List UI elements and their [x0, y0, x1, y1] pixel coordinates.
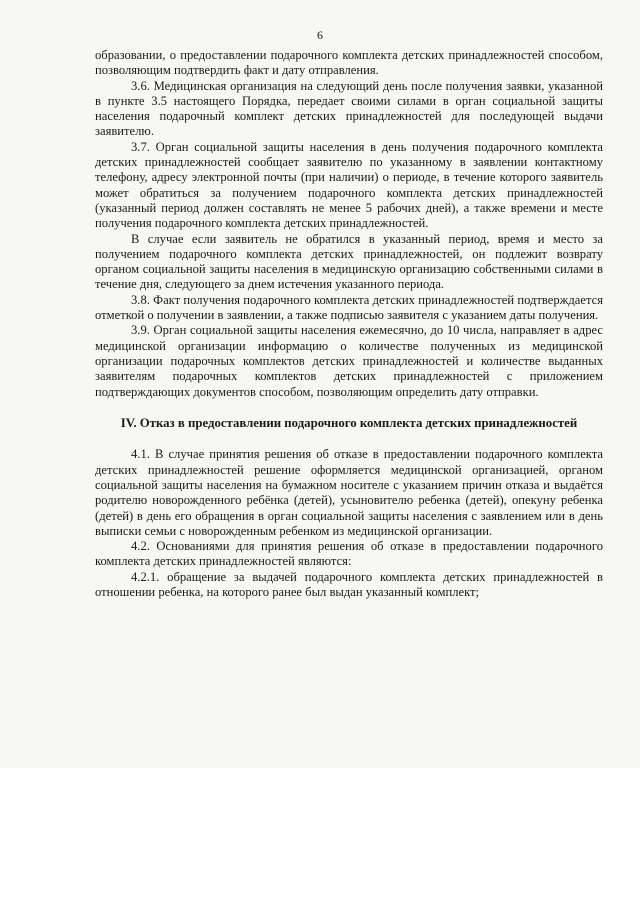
paragraph-continuation: образовании, о предоставлении подарочного комплекта детских принадлежностей способом, позволяющим подтвердить факт и дату отправления.	[95, 48, 603, 78]
paragraph-3-7-unclaimed: В случае если заявитель не обратился в указанный период, время и место за получением подарочного комплекта детских принадлежностей, он подлежит возврату органом социальной защиты населения в медицинскую организацию собственными силами в течение дня, следующего за днем истечения указанного периода.	[95, 231, 603, 292]
paragraph-4-1: 4.1. В случае принятия решения об отказе в предоставлении подарочного комплекта детских принадлежностей решение оформляется медицинской организацией, органом социальной защиты населения на бумажном носителе с указанием причин отказа и выдаётся родителю новорожденного ребёнка (детей), усыновителю ребенка (детей), опекуну ребенка (детей) в день его обращения в орган социальной защиты населения с заявлением или в день выписки семьи с новорожденным ребенком из медицинской организации.	[95, 447, 603, 538]
blank-margin	[0, 768, 640, 905]
document-body	[95, 48, 603, 600]
section-heading-iv: IV. Отказ в предоставлении подарочного комплекта детских принадлежностей	[120, 415, 578, 430]
paragraph-3-7: 3.7. Орган социальной защиты населения в день получения подарочного комплекта детских принадлежностей сообщает заявителю по указанному в заявлении контактному телефону, адресу электронной почты (при наличии) о периоде, в течение которого заявитель может обратиться за получением подарочного комплекта детских принадлежностей (указанный период должен составлять не менее 5 рабочих дней), а также времени и месте получения подарочного комплекта детских принадлежностей.	[95, 139, 603, 231]
paragraph-3-6: 3.6. Медицинская организация на следующий день после получения заявки, указанной в пункте 3.5 настоящего Порядка, передает своими силами в орган социальной защиты населения подарочный комплект детских принадлежностей для последующей выдачи заявителю.	[95, 78, 603, 139]
paragraph-4-2: 4.2. Основаниями для принятия решения об отказе в предоставлении подарочного комплекта детских принадлежностей являются:	[95, 539, 603, 569]
paragraph-4-2-1: 4.2.1. обращение за выдачей подарочного комплекта детских принадлежностей в отношении ребенка, на которого ранее был выдан указанный комплект;	[95, 569, 603, 599]
paragraph-3-8: 3.8. Факт получения подарочного комплекта детских принадлежностей подтверждается отметкой о получении в заявлении, а также подписью заявителя с указанием даты получения.	[95, 292, 603, 323]
paragraph-3-9: 3.9. Орган социальной защиты населения ежемесячно, до 10 числа, направляет в адрес медицинской организации информацию о количестве полученных из медицинской организации подарочных комплектов детских принадлежностей и количестве выданных заявителям подарочных комплектов детских принадлежностей с приложением подтверждающих документов способом, позволяющим определить дату отправки.	[95, 323, 603, 399]
page-number: 6	[317, 28, 323, 42]
